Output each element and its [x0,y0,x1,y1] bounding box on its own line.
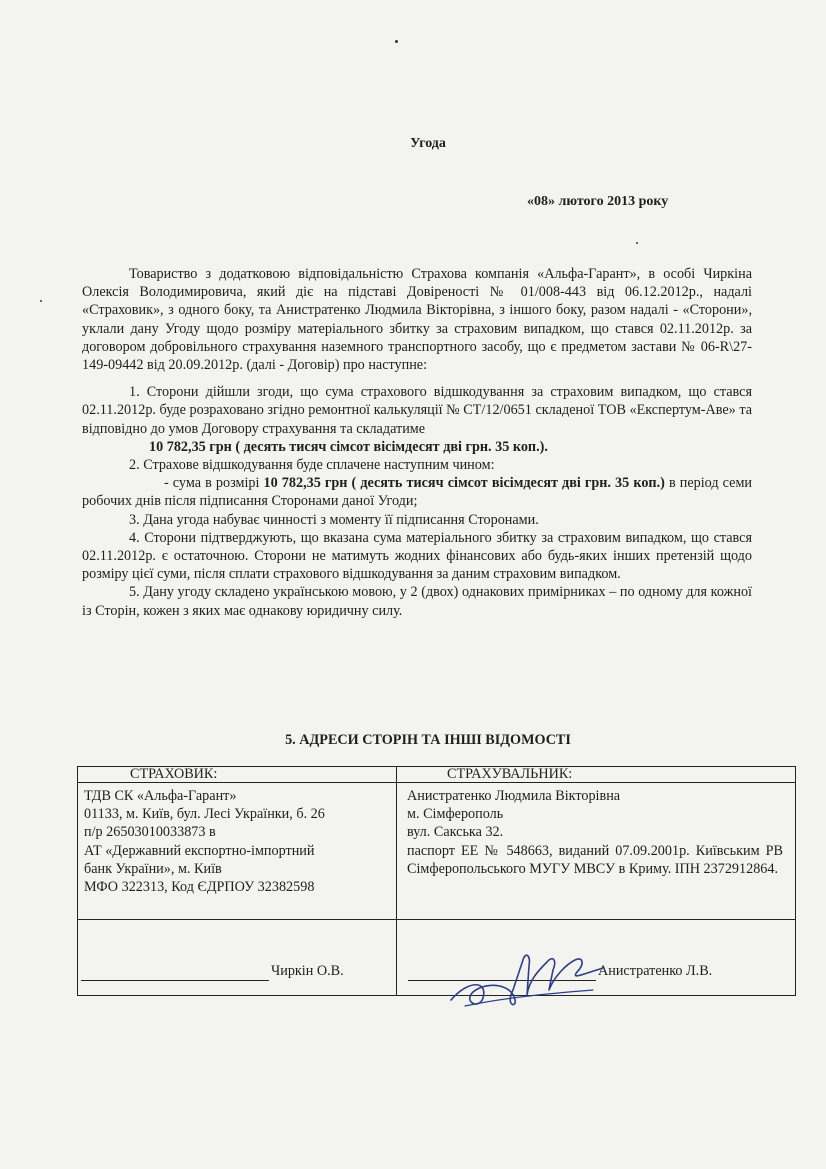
clause-3: 3. Дана угода набуває чинності з моменту її підписання Сторонами. [129,511,539,528]
clause-5: 5. Дану угоду складено українською мовою, у 2 (двох) однакових примірниках – по одному для кожної із Сторін, кожен з яких має однакову юридичну силу. [82,584,752,619]
document-title: Угода [410,136,446,151]
insurer-details [84,787,389,896]
insured-heading: СТРАХУВАЛЬНИК: [447,766,573,782]
insured-line: Анистратенко Людмила Вікторівна [407,788,621,804]
insurer-heading: СТРАХОВИК: [130,766,218,782]
insurer-signature-line [81,980,269,981]
insured-signatory: Анистратенко Л.В. [598,963,713,979]
clause-1-sum: 10 782,35 грн ( десять тисяч сімсот вісімдесят дві грн. 35 коп.). [149,438,548,455]
insurer-line: п/р 26503010033873 в [84,824,216,841]
intro-paragraph: Товариство з додатковою відповідальністю Страхова компанія «Альфа-Гарант», в особі Чиркіна Олексія Володимировича, який діє на підставі Довіреності № 01/008-443 від 06.12.2012р., надалі «Страховик», з одного боку, та Анистратенко Людмила Вікторівна, з іншого боку, разом надалі - «Сторони», уклали дану Угоду щодо розміру матеріального збитку за страховим випадком, що стався 02.11.2012р. за договором добровільного страхування наземного транспортного засобу, що є предметом застави № 06-R\27-149-09442 від 20.09.2012р. (далі - Договір) про наступне: [82,266,752,374]
scan-speck [40,300,42,302]
scan-speck [395,40,398,43]
handwritten-signature [443,940,623,1020]
clause-1: 1. Сторони дійшли згоди, що сума страхового відшкодування за страховим випадком, що стався 02.11.2012р. буде розраховано згідно ремонтної калькуляції № СТ/12/0651 складеної ТОВ «Експертум-Аве» та відповідно до умов Договору страхування та складатиме [82,384,752,437]
document-body [82,265,752,620]
insured-details [407,787,783,878]
clause-4: 4. Сторони підтверджують, що вказана сума матеріального збитку за страховим випадком, що стався 02.11.2012р. є остаточною. Сторони не матимуть жодних фінансових або будь-яких інших претензій щодо розміру цієї суми, після сплати страхового відшкодування за даним страховим випадком. [82,529,752,583]
section-title: 5. АДРЕСИ СТОРІН ТА ІНШІ ВІДОМОСТІ [285,732,571,748]
insured-line: паспорт ЕЕ № 548663, виданий 07.09.2001р. Київським РВ Сімферопольського МУГУ МВСУ в Криму. ІПН 2372912864. [407,842,783,877]
insurer-line: АТ «Державний експортно-імпортний [84,842,315,859]
clause-2-suffix: в період семи робочих днів після підписання Сторонами даної Угоди; [82,475,753,510]
document-date: «08» лютого 2013 року [527,194,669,209]
clause-2: 2. Страхове відшкодування буде сплачене наступним чином: [129,457,495,474]
clause-2-detail [82,474,752,510]
insurer-line: ТДВ СК «Альфа-Гарант» [84,788,237,804]
insurer-line: МФО 322313, Код ЄДРПОУ 32382598 [84,879,315,896]
insured-line: м. Сімферополь [407,806,504,823]
clause-2-prefix: - сума в розмірі [164,475,260,492]
scan-speck [636,242,638,244]
parties-table [77,766,796,996]
insurer-line: банк України», м. Київ [84,860,222,877]
insurer-line: 01133, м. Київ, бул. Лесі Українки, б. 26 [84,806,325,823]
clause-2-sum: 10 782,35 грн ( десять тисяч сімсот вісімдесят дві грн. 35 коп.) [263,475,665,492]
insured-line: вул. Сакська 32. [407,824,504,841]
insurer-signatory: Чиркін О.В. [271,963,344,979]
